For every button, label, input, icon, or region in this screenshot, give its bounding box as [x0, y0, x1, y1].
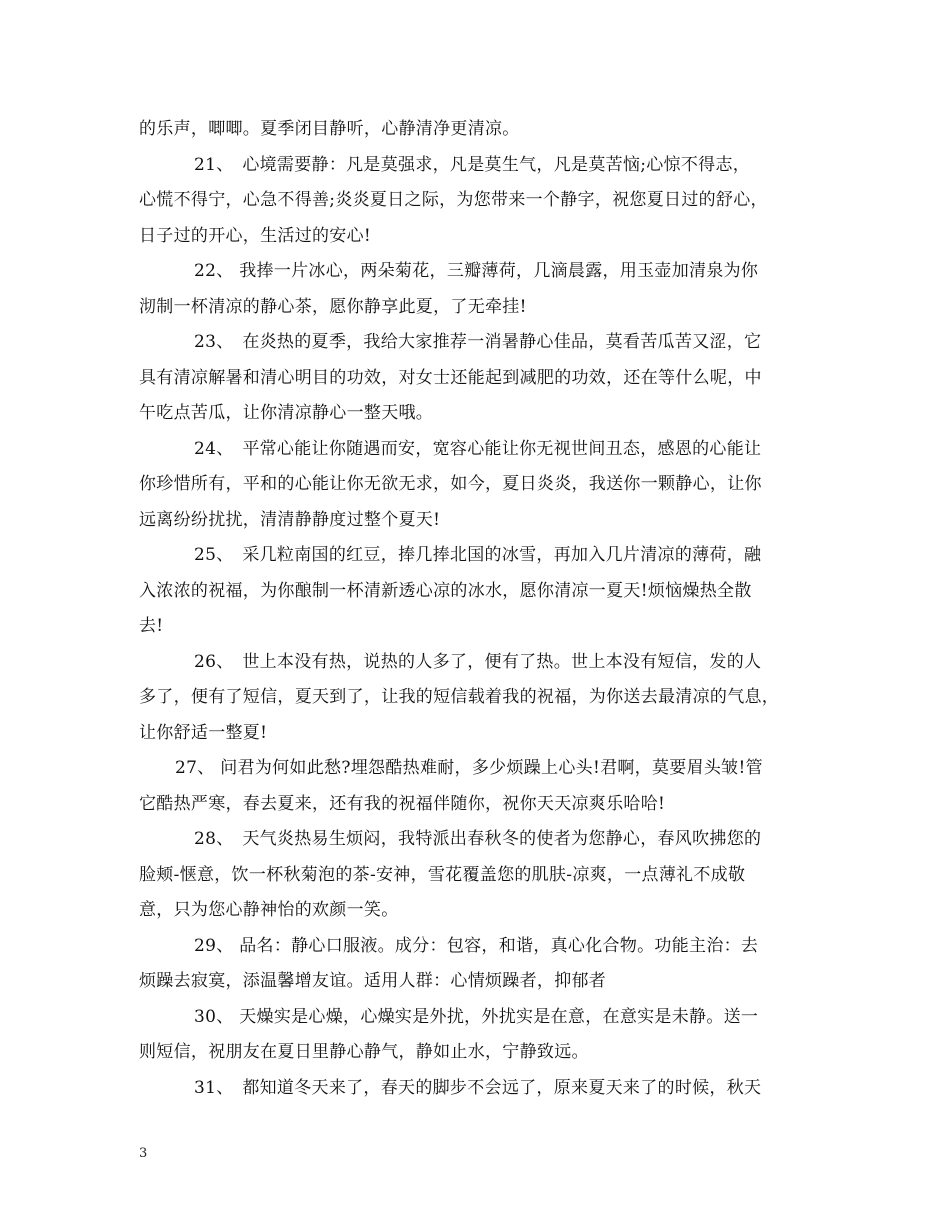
text-line: 远离纷纷扰扰，清清静静度过整个夏天! — [139, 509, 441, 530]
text-line: 让你舒适一整夏! — [139, 722, 268, 743]
text-line: 意，只为您心静神怡的欢颜一笑。 — [139, 900, 399, 920]
text-line: 具有清凉解暑和清心明目的功效，对女士还能起到减肥的功效，还在等什么呢，中 — [139, 367, 762, 388]
paragraph-24-start: 24、 平常心能让你随遇而安，宽容心能让你无视世间丑态，感恩的心能让 — [194, 438, 762, 459]
text-line: 它酷热严寒，春去夏来，还有我的祝福伴随你，祝你天天凉爽乐哈哈! — [139, 793, 666, 814]
text-line: 烦躁去寂寞，添温馨增友谊。适用人群：心情烦躁者，抑郁者 — [139, 971, 607, 991]
paragraph-22-start: 22、 我捧一片冰心，两朵菊花，三瓣薄荷，几滴晨露，用玉壶加清泉为你 — [194, 261, 759, 281]
text-line: 去! — [139, 616, 164, 636]
paragraph-30-start: 30、 天燥实是心燥，心燥实是外扰，外扰实是在意，在意实是未静。送一 — [194, 1006, 759, 1027]
text-line: 的乐声，唧唧。夏季闭目静听，心静清净更清凉。 — [139, 119, 520, 139]
paragraph-21-start: 21、 心境需要静：凡是莫强求，凡是莫生气，凡是莫苦恼;心惊不得志， — [194, 154, 751, 175]
paragraph-28-start: 28、 天气炎热易生烦闷，我特派出春秋冬的使者为您静心，春风吹拂您的 — [194, 829, 762, 849]
text-line: 则短信，祝朋友在夏日里静心静气，静如止水，宁静致远。 — [139, 1042, 589, 1062]
page-number: 3 — [139, 1146, 148, 1161]
paragraph-26-start: 26、 世上本没有热，说热的人多了，便有了热。世上本没有短信，发的人 — [194, 651, 762, 672]
text-line: 午吃点苦瓜，让你清凉静心一整天哦。 — [139, 403, 434, 423]
paragraph-25-start: 25、 采几粒南国的红豆，捧几捧北国的冰雪，再加入几片清凉的薄荷，融 — [194, 545, 762, 565]
text-line: 入浓浓的祝福，为你酿制一杯清新透心凉的冰水，愿你清凉一夏天!烦恼燥热全散 — [139, 580, 752, 601]
text-line: 日子过的开心，生活过的安心! — [139, 225, 372, 246]
paragraph-27-start: 27、 问君为何如此愁?埋怨酷热难耐，多少烦躁上心头!君啊，莫要眉头皱!管 — [175, 758, 763, 778]
paragraph-29-start: 29、 品名：静心口服液。成分：包容，和谐，真心化合物。功能主治：去 — [194, 935, 759, 956]
paragraph-31-start: 31、 都知道冬天来了，春天的脚步不会远了，原来夏天来了的时候，秋天 — [194, 1077, 762, 1098]
text-line: 心慌不得宁，心急不得善;炎炎夏日之际，为您带来一个静字，祝您夏日过的舒心， — [139, 190, 768, 210]
paragraph-23-start: 23、 在炎热的夏季，我给大家推荐一消暑静心佳品，莫看苦瓜苦又涩，它 — [194, 332, 762, 352]
text-line: 沏制一杯清凉的静心茶，愿你静享此夏，了无牵挂! — [139, 296, 527, 317]
text-line: 脸颊-惬意，饮一杯秋菊泡的茶-安神，雪花覆盖您的肌肤-凉爽，一点薄礼不成敬 — [139, 864, 746, 885]
text-line: 你珍惜所有，平和的心能让你无欲无求，如今，夏日炎炎，我送你一颗静心，让你 — [139, 474, 762, 494]
text-line: 多了，便有了短信，夏天到了，让我的短信载着我的祝福，为你送去最清凉的气息， — [139, 687, 780, 707]
document-body — [139, 112, 829, 1106]
